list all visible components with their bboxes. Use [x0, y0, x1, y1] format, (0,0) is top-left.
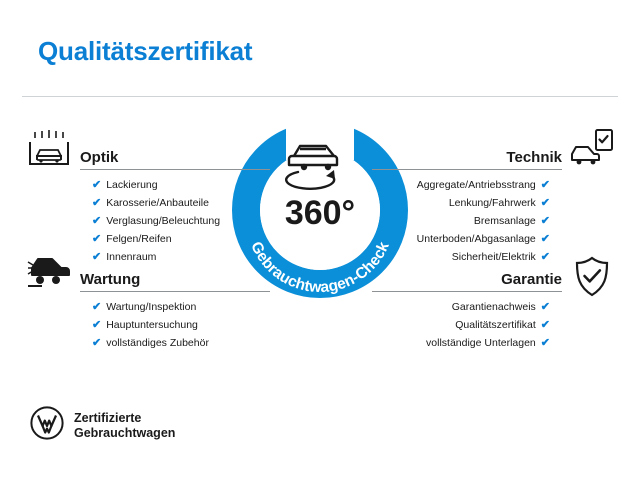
- list-item-label: Unterboden/Abgasanlage: [416, 233, 536, 245]
- block-wartung: [80, 262, 270, 352]
- block-wartung-header: [80, 262, 270, 292]
- list-item-label: vollständiges Zubehör: [106, 337, 209, 349]
- block-wartung-items: [80, 298, 270, 352]
- block-optik-title: Optik: [80, 149, 119, 166]
- footer-line-2: Gebrauchtwagen: [74, 425, 176, 440]
- block-technik: [372, 140, 562, 266]
- list-item: [92, 212, 270, 230]
- car-wash-icon: [26, 128, 72, 173]
- check-icon: ✔: [540, 232, 550, 245]
- vw-logo-icon: [30, 406, 64, 445]
- list-item-label: vollständige Unterlagen: [426, 337, 536, 349]
- block-technik-header: [372, 140, 562, 170]
- block-garantie-items: [372, 298, 562, 352]
- list-item: [372, 176, 550, 194]
- car-checklist-icon: [570, 128, 614, 173]
- check-icon: ✔: [92, 196, 102, 209]
- list-item-label: Karosserie/Anbauteile: [106, 197, 209, 209]
- list-item-label: Bremsanlage: [473, 215, 536, 227]
- list-item: [92, 334, 270, 352]
- check-icon: ✔: [540, 196, 550, 209]
- list-item: [92, 316, 270, 334]
- check-icon: ✔: [92, 250, 102, 263]
- block-garantie: [372, 262, 562, 352]
- list-item-label: Felgen/Reifen: [106, 233, 172, 245]
- list-item: [92, 176, 270, 194]
- footer-line-1: Zertifizierte: [74, 410, 142, 425]
- block-technik-title: Technik: [506, 149, 562, 166]
- list-item: [92, 298, 270, 316]
- list-item-label: Aggregate/Antriebsstrang: [416, 179, 536, 191]
- header-divider: [22, 96, 618, 97]
- list-item: [92, 194, 270, 212]
- list-item: [372, 334, 550, 352]
- list-item-label: Qualitätszertifikat: [455, 319, 536, 331]
- footer-text: [74, 411, 175, 441]
- list-item: [372, 212, 550, 230]
- list-item-label: Sicherheit/Elektrik: [451, 251, 536, 263]
- list-item: [92, 230, 270, 248]
- list-item: [372, 194, 550, 212]
- block-optik-items: [80, 176, 270, 266]
- car-lift-service-icon: [26, 252, 72, 293]
- block-garantie-title: Garantie: [501, 271, 562, 288]
- block-garantie-divider: [372, 291, 562, 292]
- check-icon: ✔: [540, 178, 550, 191]
- block-wartung-title: Wartung: [80, 271, 141, 288]
- footer: [30, 406, 175, 445]
- list-item: [372, 298, 550, 316]
- check-icon: ✔: [92, 300, 102, 313]
- check-icon: ✔: [92, 318, 102, 331]
- list-item: [372, 230, 550, 248]
- check-icon: ✔: [92, 214, 102, 227]
- list-item-label: Innenraum: [106, 251, 157, 263]
- check-icon: ✔: [92, 336, 102, 349]
- badge-degrees: 360°: [284, 194, 356, 232]
- check-icon: ✔: [540, 250, 550, 263]
- block-technik-divider: [372, 169, 562, 170]
- block-optik-divider: [80, 169, 270, 170]
- check-icon: ✔: [540, 300, 550, 313]
- block-technik-items: [372, 176, 562, 266]
- page-title: Qualitätszertifikat: [38, 36, 253, 66]
- block-optik: [80, 140, 270, 266]
- block-wartung-divider: [80, 291, 270, 292]
- shield-check-icon: [574, 256, 610, 303]
- block-optik-header: [80, 140, 270, 170]
- list-item-label: Wartung/Inspektion: [106, 301, 197, 313]
- badge-arc-text: Gebrauchtwagen-Check: [247, 239, 393, 297]
- block-garantie-header: [372, 262, 562, 292]
- list-item-label: Lenkung/Fahrwerk: [448, 197, 536, 209]
- list-item-label: Lackierung: [106, 179, 158, 191]
- check-icon: ✔: [540, 336, 550, 349]
- check-icon: ✔: [92, 178, 102, 191]
- check-icon: ✔: [92, 232, 102, 245]
- check-icon: ✔: [540, 214, 550, 227]
- list-item-label: Verglasung/Beleuchtung: [106, 215, 221, 227]
- check-icon: ✔: [540, 318, 550, 331]
- list-item-label: Garantienachweis: [451, 301, 536, 313]
- list-item: [372, 316, 550, 334]
- list-item-label: Hauptuntersuchung: [106, 319, 198, 331]
